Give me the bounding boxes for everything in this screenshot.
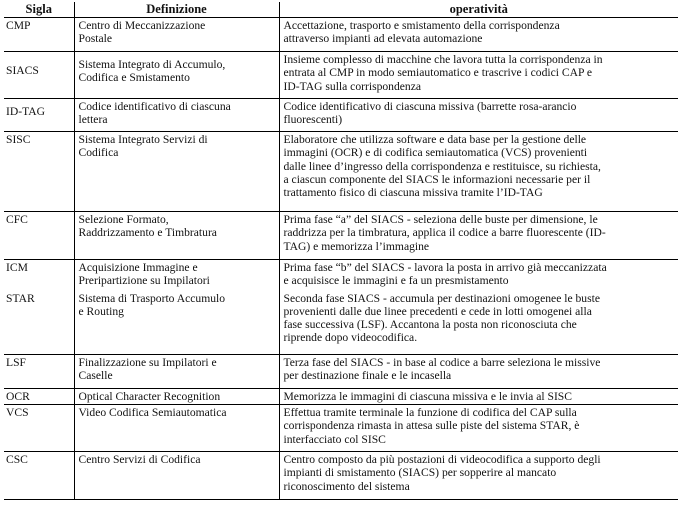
table-row <box>4 132 678 212</box>
header-definizione: Definizione <box>74 2 279 18</box>
definizione-cell: Centro di Meccanizzazione Postale <box>74 18 279 52</box>
definizione-cell: Selezione Formato, Raddrizzamento e Timbratura <box>74 212 279 260</box>
header-sigla: Sigla <box>4 2 74 18</box>
sigla-cell: ICM <box>6 261 28 274</box>
sigla-cell: SIACS <box>4 52 74 99</box>
operativita-cell: Elaboratore che utilizza software e data base per la gestione delle immagini (OCR) e di codifica semiautomatica (VCS) provenienti dalle linee d’ingresso della corrispondenza e restituisce, su richiesta, a ciascun componente del SIACS le informazioni necessarie per il trattamento fisico di ciascuna missiva tramite l’ID-TAG <box>279 132 678 212</box>
table-row <box>4 355 678 389</box>
sigla-cell: CSC <box>4 452 74 500</box>
table-row <box>4 405 678 452</box>
table-row <box>4 52 678 99</box>
table-row <box>4 212 678 260</box>
table-row <box>4 452 678 500</box>
operativita-cell: Centro composto da più postazioni di videocodifica a supporto degli impianti di smistamento (SIACS) per sopperire al mancato riconoscimento del sistema <box>279 452 678 500</box>
sigla-cell: VCS <box>4 405 74 452</box>
operativita-cell: Effettua tramite terminale la funzione di codifica del CAP sulla corrispondenza rimasta in attesa sulle piste del sistema STAR, è interfacciato col SISC <box>279 405 678 452</box>
definizione-cell: Video Codifica Semiautomatica <box>74 405 279 452</box>
glossary-table <box>4 2 678 500</box>
sigla-cell: ID-TAG <box>4 99 74 132</box>
sigla-cell: STAR <box>4 291 74 355</box>
definizione-cell: Sistema di Trasporto Accumulo e Routing <box>74 291 279 355</box>
definizione-cell: Optical Character Recognition <box>74 389 279 405</box>
definizione-cell: Centro Servizi di Codifica <box>74 452 279 500</box>
sigla-cell: CFC <box>4 212 74 260</box>
definizione-cell: Sistema Integrato di Accumulo, Codifica e Smistamento <box>74 52 279 99</box>
definizione-cell: Sistema Integrato Servizi di Codifica <box>74 132 279 212</box>
table-row <box>4 291 678 355</box>
sigla-cell: CMP <box>4 18 74 52</box>
operativita-cell: Prima fase “b” del SIACS - lavora la posta in arrivo già meccanizzata e acquisisce le immagini e fa un presmistamento <box>279 260 678 291</box>
operativita-cell: Accettazione, trasporto e smistamento della corrispondenza attraverso impianti ad elevata automazione <box>279 18 678 52</box>
glossary-document <box>4 2 678 500</box>
sigla-cell: LSF <box>4 355 74 389</box>
operativita-cell: Codice identificativo di ciascuna missiva (barrette rosa-arancio fluorescenti) <box>279 99 678 132</box>
operativita-cell: Seconda fase SIACS - accumula per destinazioni omogenee le buste provenienti dalle due linee precedenti e cede in lotti omogenei alla fase successiva (LSF). Accantona la posta non riconosciuta che riprende dopo videocodifica. <box>279 291 678 355</box>
definizione-cell: Codice identificativo di ciascuna lettera <box>74 99 279 132</box>
operativita-cell: Terza fase del SIACS - in base al codice a barre seleziona le missive per destinazione finale e le incasella <box>279 355 678 389</box>
table-row <box>4 389 678 405</box>
operativita-cell: Memorizza le immagini di ciascuna missiva e le invia al SISC <box>279 389 678 405</box>
definizione-cell: Finalizzazione su Impilatori e Caselle <box>74 355 279 389</box>
operativita-cell: Insieme complesso di macchine che lavora tutta la corrispondenza in entrata al CMP in modo semiautomatico e trascrive i codici CAP e ID-TAG sulla corrispondenza <box>279 52 678 99</box>
operativita-cell: Prima fase “a” del SIACS - seleziona delle buste per dimensione, le raddrizza per la timbratura, applica il codice a barre fluorescente (ID- TAG) e memorizza l’immagine <box>279 212 678 260</box>
header-operativita: operatività <box>279 2 678 18</box>
header-row <box>4 2 678 18</box>
sigla-cell: OCR <box>4 389 74 405</box>
table-row <box>4 260 678 291</box>
sigla-cell: SISC <box>4 132 74 212</box>
definizione-cell: Acquisizione Immagine e Preripartizione su Impilatori <box>74 260 279 291</box>
table-row <box>4 99 678 132</box>
table-row <box>4 18 678 52</box>
